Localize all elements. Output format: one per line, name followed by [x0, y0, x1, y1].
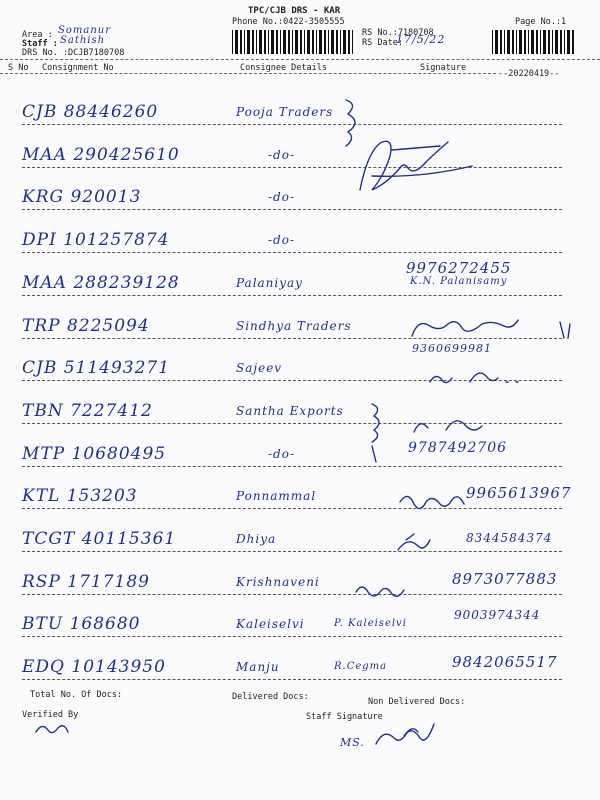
receiver-phone: 9965613967 — [466, 484, 572, 503]
consignment-number: MAA 288239128 — [22, 272, 180, 293]
receiver-name: K.N. Palanisamy — [410, 275, 508, 287]
receiver-phone: 9360699981 — [412, 342, 492, 356]
col-consignee: Consignee Details — [240, 63, 327, 73]
non-delivered-docs-label: Non Delivered Docs: — [368, 697, 466, 707]
rs-date-label: RS Date: — [362, 38, 403, 48]
receiver-name: R.Cegma — [334, 661, 388, 673]
consignment-number: MTP 10680495 — [22, 443, 167, 464]
consignment-number: KTL 153203 — [22, 486, 138, 507]
consignee-name: Pooja Traders — [236, 105, 334, 119]
consignment-number: MAA 290425610 — [22, 144, 180, 165]
consignee-name: Sajeev — [236, 361, 283, 376]
consignment-number: TBN 7227412 — [22, 400, 153, 421]
consignee-name: Dhiya — [236, 532, 277, 546]
area-value: Somanur — [58, 25, 111, 36]
receiver-phone: 9842065517 — [452, 653, 558, 672]
rs-date-value: 17/5/22 — [396, 33, 446, 46]
col-signature: Signature — [420, 63, 467, 73]
area-label: Area : — [22, 30, 53, 40]
consignee-name: Santha Exports — [236, 403, 344, 418]
consignment-number: DPI 101257874 — [22, 230, 170, 251]
page-number: Page No.:1 — [515, 17, 567, 27]
consignee-name: -do- — [268, 147, 296, 162]
consignment-number: CJB 511493271 — [22, 358, 171, 379]
consignment-number: KRG 920013 — [22, 187, 142, 208]
consignee-name: -do- — [268, 233, 296, 248]
consignment-number: RSP 1717189 — [22, 571, 150, 592]
consignment-number: TCGT 40115361 — [22, 529, 177, 549]
consignee-name: Kaleiselvi — [236, 617, 305, 632]
col-sno: S No — [8, 63, 29, 73]
col-code: --20220419-- — [498, 69, 560, 79]
total-docs-label: Total No. Of Docs: — [30, 690, 123, 700]
staff-signature-label: Staff Signature — [306, 712, 383, 722]
consignee-name: Ponnammal — [236, 489, 317, 504]
consignee-name: Krishnaveni — [236, 574, 320, 589]
col-consignment: Consignment No — [42, 63, 114, 73]
drs-number: DRS No. :DCJB7180708 — [22, 48, 125, 58]
document-title: TPC/CJB DRS - KAR — [248, 6, 341, 16]
consignee-name: Manju — [236, 660, 280, 675]
consignment-number: BTU 168680 — [22, 614, 141, 635]
receiver-phone: 9003974344 — [454, 608, 541, 623]
consignee-name: -do- — [268, 190, 296, 205]
staff-value: Sathish — [60, 35, 106, 46]
staff-label: Staff : — [22, 39, 58, 49]
ms-label: MS. — [340, 736, 365, 749]
consignment-number: TRP 8225094 — [22, 315, 150, 336]
receiver-phone: 9787492706 — [408, 439, 508, 456]
rs-number: RS No.:7180708 — [362, 28, 434, 38]
consignee-name: Sindhya Traders — [236, 318, 352, 333]
consignee-name: -do- — [268, 446, 296, 461]
consignment-number: CJB 88446260 — [22, 102, 159, 122]
consignment-number: EDQ 10143950 — [22, 657, 166, 678]
verified-by-label: Verified By — [22, 710, 79, 720]
consignee-name: Palaniyay — [236, 275, 303, 290]
receiver-phone: 8344584374 — [466, 531, 553, 545]
phone-number: Phone No.:0422-3505555 — [232, 17, 345, 27]
receiver-phone: 9976272455 — [406, 258, 512, 277]
delivered-docs-label: Delivered Docs: — [232, 692, 309, 702]
receiver-name: P. Kaleiselvi — [334, 618, 407, 630]
receiver-phone: 8973077883 — [452, 569, 558, 588]
